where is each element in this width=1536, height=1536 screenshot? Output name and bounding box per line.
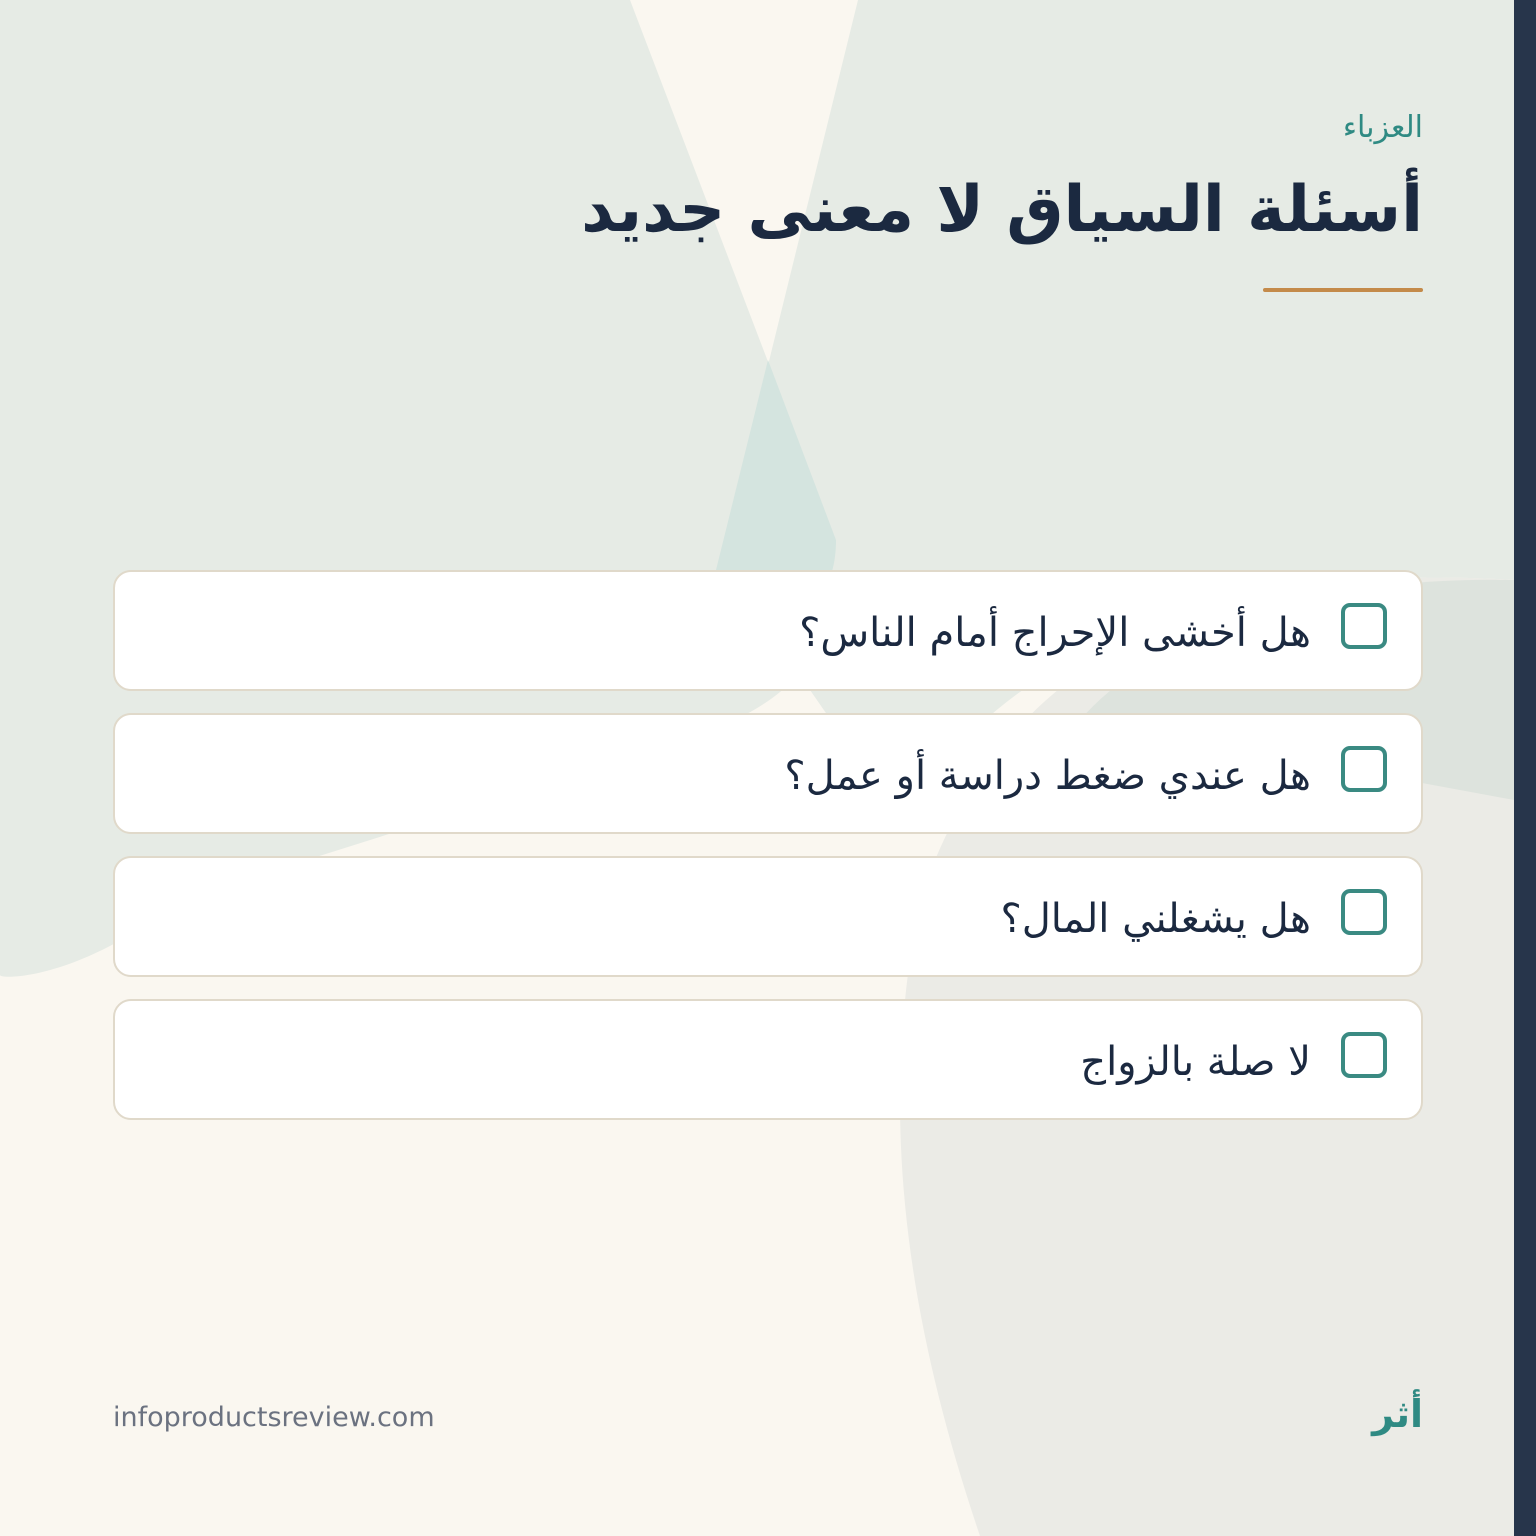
checklist-item[interactable] — [113, 999, 1423, 1120]
eyebrow-label: العزباء — [1342, 110, 1423, 145]
checklist-item-label: هل عندي ضغط دراسة أو عمل؟ — [784, 752, 1311, 799]
brand-logo: أثر — [1372, 1392, 1423, 1436]
checklist-item[interactable] — [113, 856, 1423, 977]
checklist-item-label: لا صلة بالزواج — [1080, 1038, 1311, 1085]
checkbox[interactable] — [1341, 746, 1387, 792]
checklist-item-label: هل يشغلني المال؟ — [1000, 895, 1311, 942]
checklist-item-label: هل أخشى الإحراج أمام الناس؟ — [799, 609, 1311, 656]
checkbox[interactable] — [1341, 603, 1387, 649]
checklist — [113, 570, 1423, 1142]
title-underline — [1263, 288, 1423, 292]
checklist-item[interactable] — [113, 570, 1423, 691]
page-title: أسئلة السياق لا معنى جديد — [581, 173, 1423, 247]
checkbox[interactable] — [1341, 889, 1387, 935]
checkbox[interactable] — [1341, 1032, 1387, 1078]
checklist-item[interactable] — [113, 713, 1423, 834]
side-accent-bar — [1514, 0, 1536, 1536]
footer-url[interactable]: infoproductsreview.com — [113, 1402, 435, 1433]
